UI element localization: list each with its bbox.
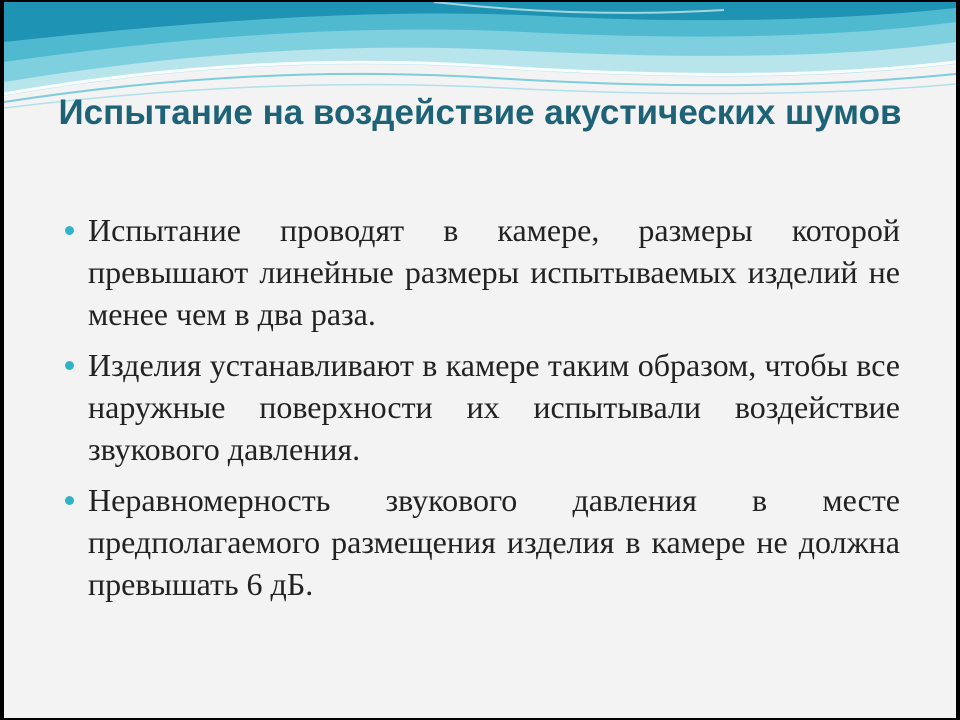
bullet-list: [62, 209, 900, 614]
bullet-text: Изделия устанавливают в камере таким образом, чтобы все наружные поверхности их испытывали воздействие звукового давления.: [88, 347, 900, 467]
bullet-dot-icon: [65, 361, 74, 370]
bullet-text: Испытание проводят в камере, размеры которой превышают линейные размеры испытываемых изделий не менее чем в два раза.: [88, 212, 900, 332]
bullet-dot-icon: [65, 226, 74, 235]
slide-title: Испытание на воздействие акустических шумов: [58, 93, 902, 132]
bullet-item: [62, 209, 900, 335]
bullet-dot-icon: [65, 496, 74, 505]
bullet-item: [62, 344, 900, 470]
bullet-item: [62, 479, 900, 605]
slide-canvas: [4, 2, 956, 718]
bullet-text: Неравномерность звукового давления в месте предполагаемого размещения изделия в камере не должна превышать 6 дБ.: [88, 482, 900, 602]
